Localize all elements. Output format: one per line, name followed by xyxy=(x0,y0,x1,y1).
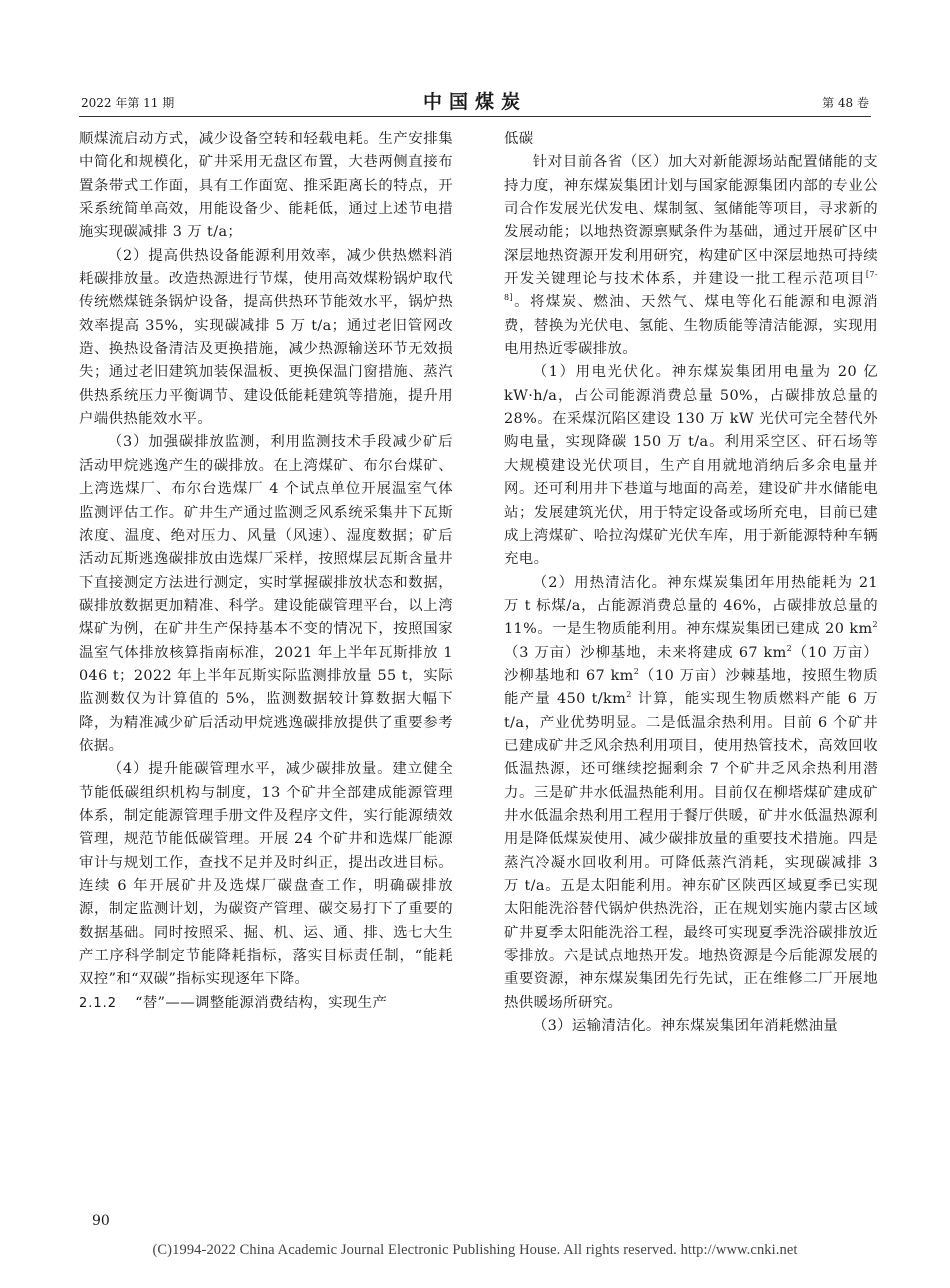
section-heading xyxy=(79,992,453,1015)
intro-text-a: 针对目前各省（区）加大对新能源场站配置储能的支持力度，神东煤炭集团计划与国家能源集团内部的专业公司合作发展光伏发电、煤制氢、氢储能等项目，寻求新的发展动能；以地热资源禀赋条件为基础，通过开展矿区中深层地热资源开发利用研究，构建矿区中深层地热可持续开发关键理论与技术体系，并建设一批工程示范项目 xyxy=(504,154,878,288)
volume-label: 第 48 卷 xyxy=(822,96,869,110)
heat-text-c: （10 万亩）沙柳基地和 67 km xyxy=(504,644,879,684)
intro-text-b: 。将煤炭、燃油、天然气、煤电等化石能源和电源消费，替换为光伏电、氢能、生物质能等清洁能源，实现用电用热近零碳排放。 xyxy=(504,294,878,358)
heat-text-e: 计算，能实现生物质燃料产能 6 万 t/a，产业优势明显。二是低温余热利用。目前 6 个矿井已建成矿井乏风余热利用项目，使用热管技术，高效回收低温热源，还可继续挖掘剩余 7 个矿井乏风余热利用潜力。三是矿井水低温热能利用。目前仅在柳塔煤矿建成矿井水低温余热利用工程用于餐厅供暖，矿井水低温热源利用是降低煤炭使用、减少碳排放量的重要技术措施。四是蒸汽冷凝水回收利用。可降低蒸汽消耗，实现碳减排 3 万 t/a。五是太阳能利用。神东矿区陕西区域夏季已实现太阳能洗浴替代锅炉供热洗浴，正在规划实施内蒙古区域矿井夏季太阳能洗浴工程，最终可实现夏季洗浴碳排放近零排放。六是试点地热开发。地热资源是今后能源发展的重要资源，神东煤炭集团先行先试，正在维修二厂开展地热供暖场所研究。 xyxy=(504,691,878,1011)
issue-label: 2022 年第 11 期 xyxy=(81,96,175,110)
paragraph-item-2: （2）提高供热设备能源利用效率，减少供热燃料消耗碳排放量。改造热源进行节煤，使用高效煤粉锅炉取代传统燃煤链条锅炉设备，提高供热环节能效水平，锅炉热效率提高 35%，实现碳减排 5 万 t/a；通过老旧管网改造、换热设备清洁及更换措施，减少热源输送环节无效损失；通过老旧建筑加装保温板、更换保温门窗措施、蒸汽供热系统压力平衡调节、建设低能耗建筑等措施，提升用户端供热能效水平。 xyxy=(79,247,453,428)
paragraph-item-2-heat xyxy=(504,572,878,1016)
paragraph-item-4: （4）提升能碳管理水平，减少碳排放量。建立健全节能低碳组织机构与制度，13 个矿井全部建成能源管理体系，制定能源管理手册文件及程序文件，实行能源绩效管理，规范节能低碳管理。开展 24 个矿井和选煤厂能源审计与规划工作，查找不足并及时纠正，提出改进目标。连续 6 年开展矿井及选煤厂碳盘查工作，明确碳排放源，制定监测计划，为碳资产管理、碳交易打下了重要的数据基础。同时按照采、掘、机、运、通、排、选七大生产工序科学制定节能降耗指标，落实目标责任制，“能耗双控”和“双碳”指标实现逐年下降。 xyxy=(79,761,453,988)
heat-text-b: （3 万亩）沙柳基地，未来将建成 67 km xyxy=(504,644,787,661)
paragraph-item-3-transport: （3）运输清洁化。神东煤炭集团年消耗燃油量 xyxy=(532,1018,839,1035)
heat-text-a: （2）用热清洁化。神东煤炭集团年用热能耗为 21 万 t 标煤/a，占能源消费总量的 46%，占碳排放总量的 11%。一是生物质能利用。神东煤炭集团已建成 20 km xyxy=(504,574,878,638)
right-column xyxy=(504,128,878,1038)
superscript-2: 2 xyxy=(872,620,878,630)
section-heading-text: “替”——调整能源消费结构，实现生产 xyxy=(135,994,388,1011)
left-column xyxy=(79,128,453,1015)
journal-title: 中国煤炭 xyxy=(422,91,527,113)
paragraph-item-3: （3）加强碳排放监测，利用监测技术手段减少矿后活动甲烷逃逸产生的碳排放。在上湾煤矿、布尔台煤矿、上湾选煤厂、布尔台选煤厂 4 个试点单位开展温室气体监测评估工作。矿井生产通过监测乏风系统采集井下瓦斯浓度、温度、绝对压力、风量（风速）、湿度数据；矿后活动瓦斯逃逸碳排放由选煤厂采样，按照煤层瓦斯含量井下直接测定方法进行测定，实时掌握碳排放状态和数据，碳排放数据更加精准、科学。建设能碳管理平台，以上湾煤矿为例，在矿井生产保持基本不变的情况下，按照国家温室气体排放核算指南标准，2021 年上半年瓦斯排放 1 046 t；2022 年上半年瓦斯实际监测排放量 55 t，实际监测数仅为计算值的 5%，监测数据较计算数据大幅下降，为精准减少矿后活动甲烷逃逸碳排放提供了重要参考依据。 xyxy=(79,434,453,754)
superscript-2: 2 xyxy=(626,690,632,700)
section-heading-continued: 低碳 xyxy=(504,131,534,147)
paragraph-continued: 顺煤流启动方式，减少设备空转和轻载电耗。生产安排集中简化和规模化，矿井采用无盘区布置，大巷两侧直接布置条带式工作面，具有工作面宽、推采距离长的特点，开采系统简单高效，用能设备少、能耗低，通过上述节电措施实现碳减排 3 万 t/a； xyxy=(79,131,453,241)
superscript-2: 2 xyxy=(633,666,640,676)
copyright-footer: (C)1994-2022 China Academic Journal Electronic Publishing House. All rights reserved. http://www.cnki.net xyxy=(152,1242,798,1258)
paragraph-intro xyxy=(504,151,878,361)
heat-text-d: （10 万亩）沙棘基地，按照生物质能产量 450 t/km xyxy=(504,667,878,708)
superscript-2: 2 xyxy=(786,643,793,653)
paragraph-item-1: （1）用电光伏化。神东煤炭集团用电量为 20 亿 kW·h/a，占公司能源消费总量 50%，占碳排放总量的 28%。在采煤沉陷区建设 130 万 kW 光伏可完全替代外购电量，实现降碳 150 万 t/a。利用采空区、矸石场等大规模建设光伏项目，生产自用就地消纳后多余电量并网。还可利用井下巷道与地面的高差，建设矿井水储能电站；发展建筑光伏，用于特定设备或场所充电，目前已建成上湾煤矿、哈拉沟煤矿光伏车库，用于新能源特种车辆充电。 xyxy=(504,364,878,568)
reference-mark: [7-8] xyxy=(504,270,878,303)
section-number: 2.1.2 xyxy=(79,995,118,1011)
running-header xyxy=(79,86,871,117)
page-number: 90 xyxy=(92,1213,110,1229)
